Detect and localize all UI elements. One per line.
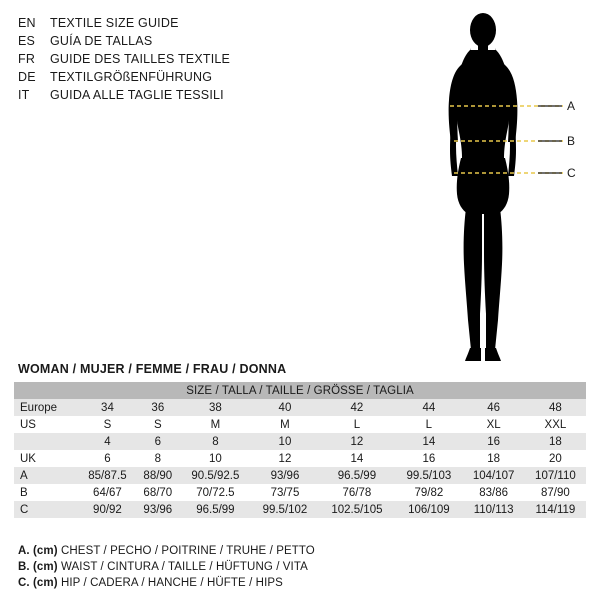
table-header-row	[14, 382, 586, 399]
cell: 106/109	[395, 501, 462, 518]
table-row	[14, 399, 586, 416]
table-row	[14, 501, 586, 518]
cell: L	[395, 416, 462, 433]
cell: 6	[79, 450, 137, 467]
cell: 73/75	[251, 484, 318, 501]
row-label-europe: Europe	[14, 399, 79, 416]
note-text-b: WAIST / CINTURA / TAILLE / HÜFTUNG / VITA	[60, 561, 308, 573]
cell: 48	[525, 399, 586, 416]
cell: XL	[462, 416, 524, 433]
language-row-es	[18, 32, 318, 50]
cell: M	[179, 416, 251, 433]
cell: L	[319, 416, 396, 433]
table-row	[14, 416, 586, 433]
cell: 46	[462, 399, 524, 416]
note-text-a: CHEST / PECHO / POITRINE / TRUHE / PETTO	[60, 545, 315, 557]
cell: 70/72.5	[179, 484, 251, 501]
cell: 88/90	[136, 467, 179, 484]
cell: 4	[79, 433, 137, 450]
cell: 42	[319, 399, 396, 416]
cell: 18	[525, 433, 586, 450]
cell: 16	[395, 450, 462, 467]
cell: M	[251, 416, 318, 433]
note-text-c: HIP / CADERA / HANCHE / HÜFTE / HIPS	[60, 577, 283, 589]
cell: 44	[395, 399, 462, 416]
cell: 6	[136, 433, 179, 450]
table-row	[14, 484, 586, 501]
cell: 38	[179, 399, 251, 416]
body-figure-area	[420, 8, 595, 373]
cell: S	[136, 416, 179, 433]
row-label-c: C	[14, 501, 79, 518]
cell: 114/119	[525, 501, 586, 518]
note-row-c	[18, 575, 578, 591]
language-code-es: ES	[18, 34, 36, 48]
cell: 12	[251, 450, 318, 467]
language-code-fr: FR	[18, 52, 36, 66]
language-text-it: GUIDA ALLE TAGLIE TESSILI	[50, 88, 224, 102]
cell: 76/78	[319, 484, 396, 501]
cell: 40	[251, 399, 318, 416]
language-row-en	[18, 14, 318, 32]
language-row-fr	[18, 50, 318, 68]
row-label-us: US	[14, 416, 79, 433]
note-key-b: B. (cm)	[18, 561, 58, 573]
cell: 18	[462, 450, 524, 467]
language-code-en: EN	[18, 16, 36, 30]
note-row-b	[18, 559, 578, 575]
cell: 64/67	[79, 484, 137, 501]
table-header-label: SIZE / TALLA / TAILLE / GRÖSSE / TAGLIA	[14, 382, 586, 399]
row-label-a: A	[14, 467, 79, 484]
measurement-lines	[420, 8, 595, 373]
cell: 87/90	[525, 484, 586, 501]
cell: 99.5/103	[395, 467, 462, 484]
cell: XXL	[525, 416, 586, 433]
cell: 36	[136, 399, 179, 416]
cell: 96.5/99	[319, 467, 396, 484]
note-key-c: C. (cm)	[18, 577, 58, 589]
note-key-a: A. (cm)	[18, 545, 58, 557]
language-text-fr: GUIDE DES TAILLES TEXTILE	[50, 52, 231, 66]
cell: 110/113	[462, 501, 524, 518]
row-label-uk: UK	[14, 450, 79, 467]
row-label-us-numeric	[14, 433, 79, 450]
cell: 104/107	[462, 467, 524, 484]
language-list	[18, 14, 318, 104]
cell: 8	[136, 450, 179, 467]
cell: 83/86	[462, 484, 524, 501]
section-title-woman: WOMAN / MUJER / FEMME / FRAU / DONNA	[18, 362, 287, 376]
language-row-it	[18, 86, 318, 104]
cell: 16	[462, 433, 524, 450]
language-text-en: TEXTILE SIZE GUIDE	[50, 16, 179, 30]
cell: 102.5/105	[319, 501, 396, 518]
language-code-it: IT	[18, 88, 30, 102]
measure-label-a: A	[567, 99, 576, 113]
language-text-de: TEXTILGRÖßENFÜHRUNG	[50, 70, 213, 84]
cell: 10	[251, 433, 318, 450]
cell: 96.5/99	[179, 501, 251, 518]
cell: 68/70	[136, 484, 179, 501]
cell: 12	[319, 433, 396, 450]
cell: 8	[179, 433, 251, 450]
cell: 10	[179, 450, 251, 467]
size-table	[14, 382, 586, 518]
language-text-es: GUÍA DE TALLAS	[50, 34, 153, 48]
cell: 99.5/102	[251, 501, 318, 518]
cell: 20	[525, 450, 586, 467]
cell: 90/92	[79, 501, 137, 518]
row-label-b: B	[14, 484, 79, 501]
table-row	[14, 467, 586, 484]
cell: 14	[395, 433, 462, 450]
language-code-de: DE	[18, 70, 36, 84]
cell: 90.5/92.5	[179, 467, 251, 484]
table-row	[14, 433, 586, 450]
cell: 85/87.5	[79, 467, 137, 484]
language-row-de	[18, 68, 318, 86]
measure-label-c: C	[567, 166, 576, 180]
table-row	[14, 450, 586, 467]
note-row-a	[18, 543, 578, 559]
cell: S	[79, 416, 137, 433]
cell: 93/96	[136, 501, 179, 518]
measure-label-b: B	[567, 134, 576, 148]
cell: 107/110	[525, 467, 586, 484]
cell: 34	[79, 399, 137, 416]
cell: 93/96	[251, 467, 318, 484]
cell: 79/82	[395, 484, 462, 501]
cell: 14	[319, 450, 396, 467]
measurement-notes	[18, 543, 578, 591]
